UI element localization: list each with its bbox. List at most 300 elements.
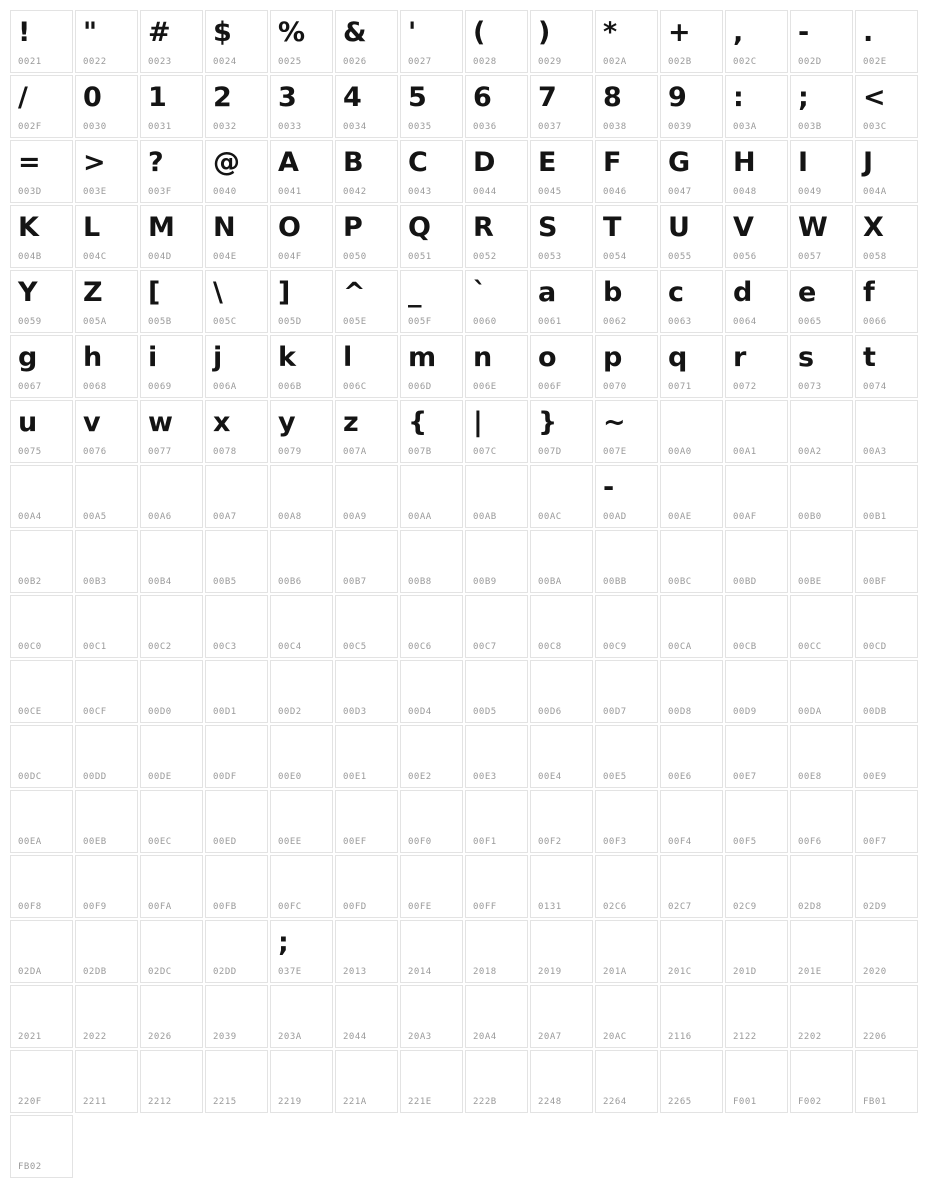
glyph-cell: [855, 725, 918, 788]
glyph-cell: [140, 75, 203, 138]
glyph-cell: [10, 595, 73, 658]
glyph-cell: [465, 530, 528, 593]
glyph-character: _: [408, 277, 422, 308]
codepoint-label: 00FB: [213, 902, 237, 912]
glyph-character: [661, 466, 722, 512]
codepoint-label: 00BC: [668, 577, 692, 587]
glyph-cell: [595, 595, 658, 658]
glyph-cell: [465, 465, 528, 528]
glyph-cell: [140, 985, 203, 1048]
glyph-character: [661, 791, 722, 837]
glyph-cell: [725, 270, 788, 333]
glyph-cell: [10, 400, 73, 463]
glyph-cell: [530, 335, 593, 398]
glyph-character: f: [863, 277, 875, 308]
glyph-cell: [855, 985, 918, 1048]
glyph-cell: [530, 920, 593, 983]
glyph-character: [531, 986, 592, 1032]
codepoint-label: 2206: [863, 1032, 887, 1042]
codepoint-label: 2264: [603, 1097, 627, 1107]
glyph-character: D: [473, 147, 496, 178]
codepoint-label: 2022: [83, 1032, 107, 1042]
glyph-character: h: [83, 342, 103, 373]
glyph-character: [531, 856, 592, 902]
glyph-cell: [855, 400, 918, 463]
glyph-cell: [530, 140, 593, 203]
glyph-cell: [140, 400, 203, 463]
codepoint-label: 02DC: [148, 967, 172, 977]
glyph-character: [11, 531, 72, 577]
codepoint-label: 00E9: [863, 772, 887, 782]
glyph-cell: [790, 140, 853, 203]
codepoint-label: 00E1: [343, 772, 367, 782]
codepoint-label: 004D: [148, 252, 172, 262]
glyph-character: M: [148, 212, 175, 243]
codepoint-label: 00B8: [408, 577, 432, 587]
codepoint-label: F001: [733, 1097, 757, 1107]
glyph-cell: [465, 10, 528, 73]
codepoint-label: 00E6: [668, 772, 692, 782]
glyph-character: [271, 726, 332, 772]
glyph-cell: [790, 920, 853, 983]
glyph-cell: [75, 530, 138, 593]
glyph-character: r: [733, 342, 747, 373]
codepoint-label: 0054: [603, 252, 627, 262]
glyph-cell: [465, 985, 528, 1048]
glyph-cell: [205, 205, 268, 268]
codepoint-label: 00F9: [83, 902, 107, 912]
glyph-cell: [595, 465, 658, 528]
codepoint-label: 0065: [798, 317, 822, 327]
glyph-cell: [595, 400, 658, 463]
glyph-character: [596, 921, 657, 967]
codepoint-label: 0073: [798, 382, 822, 392]
glyph-character: [141, 726, 202, 772]
glyph-character: [791, 986, 852, 1032]
glyph-character: [206, 1051, 267, 1097]
glyph-cell: [725, 790, 788, 853]
codepoint-label: 00E2: [408, 772, 432, 782]
codepoint-label: 006A: [213, 382, 237, 392]
glyph-cell: [660, 530, 723, 593]
codepoint-label: 00F5: [733, 837, 757, 847]
glyph-cell: [400, 335, 463, 398]
codepoint-label: 0039: [668, 122, 692, 132]
glyph-cell: [790, 1050, 853, 1113]
glyph-character: [596, 661, 657, 707]
glyph-cell: [140, 1050, 203, 1113]
codepoint-label: 00D8: [668, 707, 692, 717]
codepoint-label: 007B: [408, 447, 432, 457]
glyph-character: [336, 791, 397, 837]
glyph-cell: [790, 465, 853, 528]
glyph-character: >: [83, 147, 106, 178]
codepoint-label: 02D8: [798, 902, 822, 912]
glyph-character: <: [863, 82, 886, 113]
glyph-character: C: [408, 147, 428, 178]
glyph-character: [11, 1051, 72, 1097]
glyph-cell: [205, 140, 268, 203]
codepoint-label: 0072: [733, 382, 757, 392]
codepoint-label: 00DC: [18, 772, 42, 782]
codepoint-label: 00A6: [148, 512, 172, 522]
codepoint-label: 0074: [863, 382, 887, 392]
codepoint-label: 00B7: [343, 577, 367, 587]
glyph-cell: [725, 205, 788, 268]
glyph-cell: [400, 400, 463, 463]
glyph-character: L: [83, 212, 101, 243]
glyph-cell: [75, 335, 138, 398]
codepoint-label: 00AA: [408, 512, 432, 522]
glyph-character: [11, 726, 72, 772]
glyph-character: T: [603, 212, 622, 243]
codepoint-label: 02D9: [863, 902, 887, 912]
glyph-cell: [335, 530, 398, 593]
glyph-character: &: [343, 17, 367, 48]
codepoint-label: 00DF: [213, 772, 237, 782]
glyph-cell: [75, 855, 138, 918]
glyph-character: [401, 596, 462, 642]
glyph-cell: [790, 10, 853, 73]
glyph-cell: [855, 205, 918, 268]
glyph-character: [271, 661, 332, 707]
glyph-character: U: [668, 212, 690, 243]
codepoint-label: 0075: [18, 447, 42, 457]
codepoint-label: 00AD: [603, 512, 627, 522]
glyph-character: [661, 986, 722, 1032]
glyph-cell: [465, 660, 528, 723]
glyph-character: [596, 596, 657, 642]
glyph-cell: [530, 10, 593, 73]
glyph-character: [206, 791, 267, 837]
codepoint-label: 00B2: [18, 577, 42, 587]
glyph-cell: [140, 205, 203, 268]
codepoint-label: 0023: [148, 57, 172, 67]
codepoint-label: 00D5: [473, 707, 497, 717]
glyph-cell: [335, 75, 398, 138]
glyph-cell: [140, 465, 203, 528]
glyph-character: [11, 661, 72, 707]
codepoint-label: 004B: [18, 252, 42, 262]
glyph-cell: [10, 660, 73, 723]
codepoint-label: 0029: [538, 57, 562, 67]
codepoint-label: 0066: [863, 317, 887, 327]
glyph-cell: [595, 530, 658, 593]
codepoint-label: 2021: [18, 1032, 42, 1042]
glyph-cell: [270, 660, 333, 723]
glyph-cell: [855, 335, 918, 398]
codepoint-label: 0040: [213, 187, 237, 197]
glyph-cell: [660, 140, 723, 203]
glyph-cell: [400, 140, 463, 203]
codepoint-label: 0070: [603, 382, 627, 392]
glyph-cell: [400, 530, 463, 593]
glyph-cell: [270, 335, 333, 398]
glyph-character: [791, 726, 852, 772]
glyph-cell: [465, 270, 528, 333]
codepoint-label: 00E8: [798, 772, 822, 782]
glyph-cell: [75, 205, 138, 268]
glyph-cell: [790, 75, 853, 138]
codepoint-label: 0033: [278, 122, 302, 132]
glyph-character: [856, 921, 917, 967]
glyph-cell: [10, 725, 73, 788]
glyph-character: [11, 856, 72, 902]
glyph-character: [466, 856, 527, 902]
glyph-character: [791, 466, 852, 512]
glyph-character: y: [278, 407, 296, 438]
codepoint-label: 00F8: [18, 902, 42, 912]
glyph-character: ": [83, 17, 98, 48]
glyph-cell: [725, 75, 788, 138]
glyph-cell: [335, 920, 398, 983]
glyph-cell: [270, 790, 333, 853]
codepoint-label: 007E: [603, 447, 627, 457]
codepoint-label: 0064: [733, 317, 757, 327]
codepoint-label: 0071: [668, 382, 692, 392]
glyph-cell: [205, 10, 268, 73]
glyph-cell: [855, 530, 918, 593]
glyph-character: [726, 921, 787, 967]
glyph-character: F: [603, 147, 622, 178]
glyph-character: $: [213, 17, 232, 48]
glyph-character: [726, 791, 787, 837]
glyph-character: [466, 921, 527, 967]
glyph-character: [271, 531, 332, 577]
glyph-character: [401, 791, 462, 837]
glyph-character: [726, 986, 787, 1032]
codepoint-label: 2026: [148, 1032, 172, 1042]
glyph-cell: [270, 270, 333, 333]
codepoint-label: 20A3: [408, 1032, 432, 1042]
codepoint-label: 0056: [733, 252, 757, 262]
glyph-cell: [10, 790, 73, 853]
glyph-cell: [400, 1050, 463, 1113]
glyph-character: [726, 856, 787, 902]
codepoint-label: 00D6: [538, 707, 562, 717]
glyph-character: *: [603, 17, 618, 48]
glyph-cell: [270, 205, 333, 268]
glyph-cell: [465, 335, 528, 398]
codepoint-label: 003F: [148, 187, 172, 197]
codepoint-label: 0048: [733, 187, 757, 197]
glyph-cell: [660, 595, 723, 658]
glyph-character: ': [408, 17, 417, 48]
codepoint-label: 0041: [278, 187, 302, 197]
glyph-character: 7: [538, 82, 557, 113]
codepoint-label: 00BF: [863, 577, 887, 587]
codepoint-label: 0036: [473, 122, 497, 132]
glyph-cell: [465, 205, 528, 268]
codepoint-label: 00FA: [148, 902, 172, 912]
glyph-character: [11, 921, 72, 967]
glyph-character: [141, 1051, 202, 1097]
codepoint-label: 2215: [213, 1097, 237, 1107]
glyph-character: [401, 531, 462, 577]
codepoint-label: 00DA: [798, 707, 822, 717]
codepoint-label: 00F1: [473, 837, 497, 847]
glyph-cell: [140, 595, 203, 658]
glyph-cell: [75, 985, 138, 1048]
glyph-cell: [660, 725, 723, 788]
codepoint-label: 003B: [798, 122, 822, 132]
glyph-cell: [270, 595, 333, 658]
glyph-character: [141, 466, 202, 512]
glyph-character: [76, 531, 137, 577]
glyph-cell: [10, 335, 73, 398]
glyph-cell: [400, 465, 463, 528]
glyph-character: [76, 791, 137, 837]
glyph-character: [76, 596, 137, 642]
codepoint-label: 00F0: [408, 837, 432, 847]
glyph-character: [596, 726, 657, 772]
glyph-cell: [790, 855, 853, 918]
glyph-character: c: [668, 277, 685, 308]
glyph-cell: [140, 10, 203, 73]
codepoint-label: 00B3: [83, 577, 107, 587]
codepoint-label: 00E3: [473, 772, 497, 782]
codepoint-label: 0060: [473, 317, 497, 327]
glyph-character: [401, 466, 462, 512]
codepoint-label: 0022: [83, 57, 107, 67]
codepoint-label: 006E: [473, 382, 497, 392]
glyph-cell: [140, 270, 203, 333]
glyph-cell: [660, 335, 723, 398]
glyph-character: k: [278, 342, 296, 373]
glyph-cell: [725, 595, 788, 658]
codepoint-label: 220F: [18, 1097, 42, 1107]
glyph-cell: [270, 920, 333, 983]
codepoint-label: 00EE: [278, 837, 302, 847]
codepoint-label: 037E: [278, 967, 302, 977]
codepoint-label: 00FC: [278, 902, 302, 912]
codepoint-label: 00BB: [603, 577, 627, 587]
glyph-cell: [790, 335, 853, 398]
glyph-character: [726, 401, 787, 447]
glyph-cell: [75, 270, 138, 333]
glyph-cell: [400, 725, 463, 788]
glyph-cell: [270, 465, 333, 528]
glyph-cell: [660, 270, 723, 333]
codepoint-label: 0031: [148, 122, 172, 132]
glyph-character: [11, 466, 72, 512]
glyph-cell: [530, 270, 593, 333]
codepoint-label: 00C8: [538, 642, 562, 652]
glyph-cell: [205, 855, 268, 918]
glyph-cell: [140, 920, 203, 983]
glyph-character: P: [343, 212, 363, 243]
glyph-character: [596, 791, 657, 837]
glyph-character: ]: [278, 277, 291, 308]
glyph-character: [856, 986, 917, 1032]
codepoint-label: 006D: [408, 382, 432, 392]
glyph-cell: [660, 855, 723, 918]
glyph-character: [856, 531, 917, 577]
glyph-cell: [725, 400, 788, 463]
codepoint-label: 0059: [18, 317, 42, 327]
codepoint-label: 0035: [408, 122, 432, 132]
glyph-cell: [400, 660, 463, 723]
glyph-cell: [595, 855, 658, 918]
glyph-cell: [725, 465, 788, 528]
glyph-character: [336, 726, 397, 772]
glyph-character: [76, 1051, 137, 1097]
glyph-cell: [140, 855, 203, 918]
glyph-character: a: [538, 277, 557, 308]
codepoint-label: 0078: [213, 447, 237, 457]
glyph-cell: [140, 660, 203, 723]
glyph-character: N: [213, 212, 236, 243]
codepoint-label: 003D: [18, 187, 42, 197]
glyph-cell: [530, 75, 593, 138]
glyph-character: [206, 661, 267, 707]
codepoint-label: 02C6: [603, 902, 627, 912]
glyph-cell: [855, 10, 918, 73]
glyph-character: +: [668, 17, 691, 48]
glyph-cell: [10, 530, 73, 593]
glyph-character: %: [278, 17, 306, 48]
glyph-character: j: [213, 342, 223, 373]
codepoint-label: 00C0: [18, 642, 42, 652]
glyph-cell: [205, 725, 268, 788]
glyph-character: [726, 596, 787, 642]
glyph-cell: [205, 660, 268, 723]
codepoint-label: 006B: [278, 382, 302, 392]
glyph-character: [206, 596, 267, 642]
glyph-character: [661, 921, 722, 967]
glyph-cell: [205, 920, 268, 983]
codepoint-label: 2265: [668, 1097, 692, 1107]
codepoint-label: 00FD: [343, 902, 367, 912]
glyph-character: [271, 986, 332, 1032]
codepoint-label: 00CD: [863, 642, 887, 652]
codepoint-label: 0131: [538, 902, 562, 912]
codepoint-label: 004A: [863, 187, 887, 197]
codepoint-label: 00D3: [343, 707, 367, 717]
glyph-cell: [725, 1050, 788, 1113]
codepoint-label: 00A2: [798, 447, 822, 457]
glyph-cell: [270, 140, 333, 203]
glyph-character: [791, 1051, 852, 1097]
codepoint-label: 00F3: [603, 837, 627, 847]
glyph-cell: [335, 790, 398, 853]
glyph-cell: [75, 10, 138, 73]
codepoint-label: 0069: [148, 382, 172, 392]
glyph-character: [271, 791, 332, 837]
glyph-cell: [595, 920, 658, 983]
glyph-character: [856, 791, 917, 837]
codepoint-label: 00AE: [668, 512, 692, 522]
glyph-cell: [465, 1050, 528, 1113]
glyph-character: v: [83, 407, 101, 438]
glyph-character: [856, 661, 917, 707]
glyph-character: [856, 466, 917, 512]
codepoint-label: 201D: [733, 967, 757, 977]
codepoint-label: 00FE: [408, 902, 432, 912]
glyph-character: g: [18, 342, 38, 373]
glyph-character: [791, 531, 852, 577]
glyph-character: !: [18, 17, 31, 48]
codepoint-label: 2116: [668, 1032, 692, 1042]
glyph-character: [271, 596, 332, 642]
glyph-cell: [75, 1050, 138, 1113]
glyph-character: [206, 726, 267, 772]
glyph-character: o: [538, 342, 557, 373]
codepoint-label: 00D2: [278, 707, 302, 717]
glyph-character: [466, 531, 527, 577]
glyph-cell: [725, 660, 788, 723]
glyph-character: [531, 596, 592, 642]
